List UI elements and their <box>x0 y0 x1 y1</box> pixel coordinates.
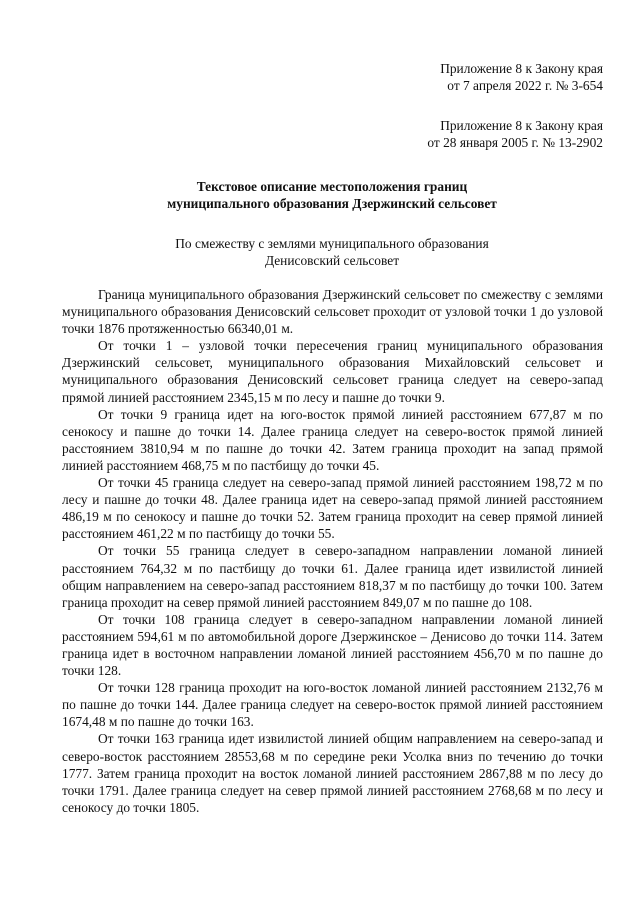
title-line2: муниципального образования Дзержинский сельсовет <box>167 196 497 211</box>
subtitle-line1: По смежеству с землями муниципального образования <box>175 236 489 251</box>
body-paragraph: От точки 108 граница следует в северо-западном направлении ломаной линией расстоянием 594,61 м по автомобильной дороге Дзержинское – Денисово до точки 114. Затем граница идет в восточном направлении ломаной линией расстоянием 456,70 м по пашне до точки 128. <box>62 611 603 679</box>
body-paragraph: От точки 55 граница следует в северо-западном направлении ломаной линией расстоянием 764,32 м по пастбищу до точки 61. Далее граница идет извилистой линией общим направлением на северо-запад расстоянием 818,37 м по пастбищу до точки 100. Затем граница проходит на север прямой линией расстоянием 849,07 м по пашне до 108. <box>62 543 603 610</box>
appendix-original-reference <box>283 117 603 151</box>
body-paragraph: Граница муниципального образования Дзержинский сельсовет по смежеству с землями муниципального образования Денисовский сельсовет проходит от узловой точки 1 до узловой точки 1876 протяженностью 66340,01 м. <box>62 287 603 337</box>
body-paragraph: От точки 1 – узловой точки пересечения границ муниципального образования Дзержинский сельсовет, муниципального образования Михайловский сельсовет и муниципального образования Денисовский сельсовет граница следует на северо-запад прямой линией расстоянием 2345,15 м по лесу и пашне до точки 9. <box>62 338 603 405</box>
appendix-original-line1: Приложение 8 к Закону края <box>440 118 603 133</box>
appendix-current-reference <box>283 60 603 94</box>
document-title <box>62 178 602 212</box>
appendix-original-line2: от 28 января 2005 г. № 13-2902 <box>427 135 603 150</box>
appendix-current-line1: Приложение 8 к Закону края <box>440 61 603 76</box>
appendix-current-line2: от 7 апреля 2022 г. № 3-654 <box>447 78 603 93</box>
body-paragraph: От точки 9 граница идет на юго-восток прямой линией расстоянием 677,87 м по сенокосу и пашне до точки 14. Далее граница следует на северо-восток прямой линией расстоянием 3810,94 м по пашне до точки 42. Затем граница проходит на запад прямой линией расстоянием 468,75 м по пастбищу до точки 45. <box>62 406 603 473</box>
subtitle-line2: Денисовский сельсовет <box>264 253 400 268</box>
body-paragraph: От точки 45 граница следует на северо-запад прямой линией расстоянием 198,72 м по лесу и пашне до точки 48. Далее граница идет на северо-запад прямой линией расстоянием 486,19 м по сенокосу и пашне до точки 52. Затем граница проходит на север прямой линией расстоянием 461,22 м по пастбищу до точки 55. <box>62 475 603 542</box>
document-body <box>62 286 603 816</box>
title-line1: Текстовое описание местоположения границ <box>196 179 468 194</box>
body-paragraph: От точки 163 граница идет извилистой линией общим направлением на северо-запад и северо-восток расстоянием 28553,68 м по середине реки Усолка вниз по течению до точки 1777. Затем граница проходит на восток ломаной линией расстоянием 2867,88 м по лесу до точки 1791. Далее граница следует на север прямой линией расстоянием 2768,68 м по лесу и сенокосу до точки 1805. <box>62 731 603 815</box>
body-paragraph: От точки 128 граница проходит на юго-восток ломаной линией расстоянием 2132,76 м по пашне до точки 144. Далее граница следует на северо-восток прямой линией расстоянием 1674,48 м по пашне до точки 163. <box>62 680 603 730</box>
section-subtitle <box>62 235 602 269</box>
